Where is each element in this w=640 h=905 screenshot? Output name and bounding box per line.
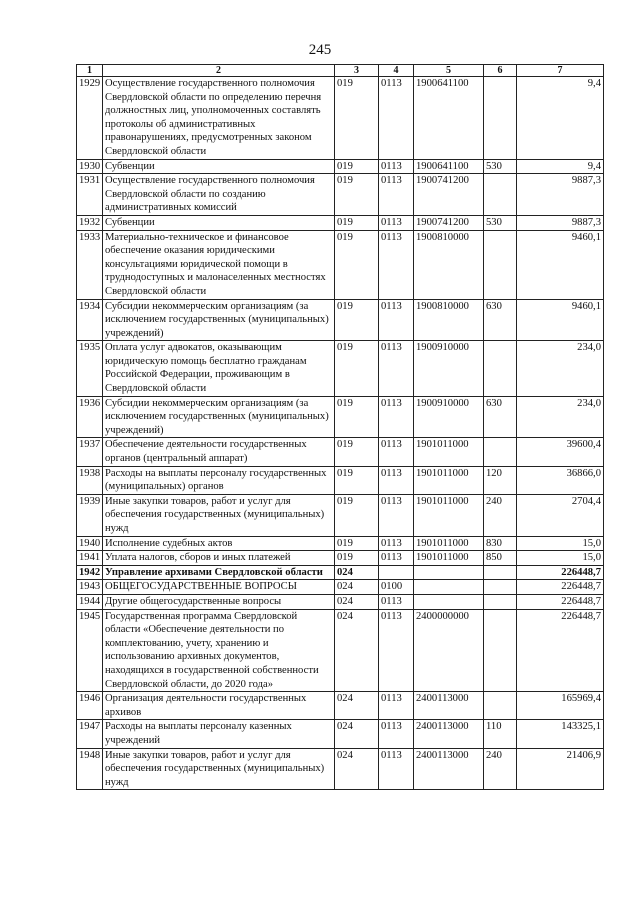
row-amount: 9887,3 (517, 174, 604, 216)
row-section-code: 0113 (379, 174, 414, 216)
row-ministry-code: 019 (335, 494, 379, 536)
row-number: 1940 (77, 536, 103, 551)
row-ministry-code: 024 (335, 594, 379, 609)
row-amount: 39600,4 (517, 438, 604, 466)
row-name: Субвенции (103, 215, 335, 230)
row-number: 1945 (77, 609, 103, 692)
row-section-code: 0113 (379, 692, 414, 720)
row-ministry-code: 019 (335, 396, 379, 438)
row-target-code: 1900810000 (414, 299, 484, 341)
row-section-code: 0113 (379, 594, 414, 609)
row-ministry-code: 019 (335, 536, 379, 551)
row-number: 1930 (77, 159, 103, 174)
row-amount: 143325,1 (517, 720, 604, 748)
row-target-code: 2400113000 (414, 692, 484, 720)
row-ministry-code: 024 (335, 580, 379, 595)
row-section-code (379, 565, 414, 580)
row-name: Обеспечение деятельности государственных органов (центральный аппарат) (103, 438, 335, 466)
row-number: 1941 (77, 551, 103, 566)
table-row (77, 230, 604, 299)
row-amount: 9887,3 (517, 215, 604, 230)
row-target-code: 1900910000 (414, 341, 484, 396)
header-col-6: 6 (484, 65, 517, 77)
table-row (77, 77, 604, 160)
row-expense-type (484, 77, 517, 160)
budget-table (76, 64, 604, 790)
row-amount: 165969,4 (517, 692, 604, 720)
header-col-5: 5 (414, 65, 484, 77)
row-amount: 9460,1 (517, 299, 604, 341)
row-expense-type: 630 (484, 396, 517, 438)
row-section-code: 0113 (379, 77, 414, 160)
table-row (77, 466, 604, 494)
row-ministry-code: 019 (335, 174, 379, 216)
row-ministry-code: 019 (335, 299, 379, 341)
row-ministry-code: 024 (335, 565, 379, 580)
row-target-code (414, 565, 484, 580)
row-target-code: 1901011000 (414, 466, 484, 494)
row-name: Расходы на выплаты персоналу государственных (муниципальных) органов (103, 466, 335, 494)
row-number: 1929 (77, 77, 103, 160)
row-name: Иные закупки товаров, работ и услуг для обеспечения государственных (муниципальных) нужд (103, 748, 335, 790)
row-ministry-code: 019 (335, 230, 379, 299)
header-col-3: 3 (335, 65, 379, 77)
row-ministry-code: 024 (335, 609, 379, 692)
table-row (77, 159, 604, 174)
row-ministry-code: 019 (335, 438, 379, 466)
row-amount: 15,0 (517, 551, 604, 566)
table-row (77, 720, 604, 748)
header-col-7: 7 (517, 65, 604, 77)
row-expense-type (484, 594, 517, 609)
row-name: Расходы на выплаты персоналу казенных учреждений (103, 720, 335, 748)
row-section-code: 0113 (379, 396, 414, 438)
row-amount: 9460,1 (517, 230, 604, 299)
row-number: 1943 (77, 580, 103, 595)
row-name: Оплата услуг адвокатов, оказывающим юридическую помощь бесплатно гражданам Российской Федерации, проживающим в Свердловской области (103, 341, 335, 396)
row-amount: 234,0 (517, 396, 604, 438)
row-target-code: 1901011000 (414, 494, 484, 536)
row-target-code: 1901011000 (414, 551, 484, 566)
row-number: 1936 (77, 396, 103, 438)
row-expense-type (484, 609, 517, 692)
row-name: Осуществление государственного полномочия Свердловской области по определению перечня должностных лиц, уполномоченных составлять протоколы об административных правонарушениях, предусмотренных законом Свердловской области (103, 77, 335, 160)
row-target-code: 2400113000 (414, 748, 484, 790)
row-expense-type: 110 (484, 720, 517, 748)
table-body (77, 77, 604, 790)
row-number: 1935 (77, 341, 103, 396)
row-target-code: 2400000000 (414, 609, 484, 692)
table-row (77, 341, 604, 396)
row-number: 1939 (77, 494, 103, 536)
row-number: 1938 (77, 466, 103, 494)
row-section-code: 0113 (379, 609, 414, 692)
row-section-code: 0100 (379, 580, 414, 595)
row-name: Государственная программа Свердловской области «Обеспечение деятельности по комплектованию, учету, хранению и использованию архивных документов, находящихся в государственной собственности Свердловской области, до 2020 года» (103, 609, 335, 692)
row-amount: 9,4 (517, 159, 604, 174)
row-target-code: 1900741200 (414, 215, 484, 230)
row-name: Управление архивами Свердловской области (103, 565, 335, 580)
row-amount: 226448,7 (517, 609, 604, 692)
row-target-code: 1900741200 (414, 174, 484, 216)
row-name: Субсидии некоммерческим организациям (за исключением государственных (муниципальных) учреждений) (103, 299, 335, 341)
row-amount: 15,0 (517, 536, 604, 551)
row-section-code: 0113 (379, 341, 414, 396)
row-expense-type (484, 174, 517, 216)
row-amount: 2704,4 (517, 494, 604, 536)
table-row (77, 536, 604, 551)
row-section-code: 0113 (379, 466, 414, 494)
row-name: Осуществление государственного полномочия Свердловской области по созданию административных комиссий (103, 174, 335, 216)
page-number: 245 (308, 42, 332, 58)
row-target-code: 1900641100 (414, 159, 484, 174)
row-name: ОБЩЕГОСУДАРСТВЕННЫЕ ВОПРОСЫ (103, 580, 335, 595)
row-amount: 226448,7 (517, 565, 604, 580)
row-section-code: 0113 (379, 494, 414, 536)
row-expense-type: 240 (484, 494, 517, 536)
row-ministry-code: 019 (335, 341, 379, 396)
row-ministry-code: 019 (335, 551, 379, 566)
row-target-code: 1900641100 (414, 77, 484, 160)
row-number: 1932 (77, 215, 103, 230)
row-amount: 9,4 (517, 77, 604, 160)
row-expense-type: 630 (484, 299, 517, 341)
table-row (77, 609, 604, 692)
row-section-code: 0113 (379, 215, 414, 230)
row-name: Иные закупки товаров, работ и услуг для обеспечения государственных (муниципальных) нужд (103, 494, 335, 536)
row-number: 1947 (77, 720, 103, 748)
table-row (77, 551, 604, 566)
row-number: 1946 (77, 692, 103, 720)
row-section-code: 0113 (379, 159, 414, 174)
header-col-4: 4 (379, 65, 414, 77)
header-col-1: 1 (77, 65, 103, 77)
row-target-code: 1901011000 (414, 438, 484, 466)
table-row (77, 215, 604, 230)
row-name: Субсидии некоммерческим организациям (за исключением государственных (муниципальных) учреждений) (103, 396, 335, 438)
row-expense-type (484, 438, 517, 466)
table-header-row (77, 65, 604, 77)
row-target-code (414, 580, 484, 595)
row-target-code: 2400113000 (414, 720, 484, 748)
row-expense-type (484, 692, 517, 720)
row-section-code: 0113 (379, 230, 414, 299)
row-number: 1948 (77, 748, 103, 790)
table-row (77, 174, 604, 216)
table-row (77, 396, 604, 438)
row-expense-type (484, 230, 517, 299)
row-number: 1933 (77, 230, 103, 299)
row-ministry-code: 024 (335, 692, 379, 720)
row-expense-type: 830 (484, 536, 517, 551)
table-row (77, 580, 604, 595)
row-name: Материально-техническое и финансовое обеспечение оказания юридическими консультациями юридической помощи в труднодоступных и малонаселенных местностях Свердловской области (103, 230, 335, 299)
row-expense-type: 530 (484, 159, 517, 174)
table-row (77, 438, 604, 466)
row-expense-type: 530 (484, 215, 517, 230)
row-section-code: 0113 (379, 720, 414, 748)
row-ministry-code: 024 (335, 720, 379, 748)
row-expense-type: 120 (484, 466, 517, 494)
table-row (77, 494, 604, 536)
row-name: Исполнение судебных актов (103, 536, 335, 551)
row-number: 1937 (77, 438, 103, 466)
row-ministry-code: 019 (335, 466, 379, 494)
row-target-code: 1900910000 (414, 396, 484, 438)
row-name: Организация деятельности государственных архивов (103, 692, 335, 720)
row-ministry-code: 024 (335, 748, 379, 790)
row-expense-type: 850 (484, 551, 517, 566)
row-expense-type (484, 565, 517, 580)
header-col-2: 2 (103, 65, 335, 77)
row-expense-type: 240 (484, 748, 517, 790)
row-amount: 226448,7 (517, 594, 604, 609)
row-section-code: 0113 (379, 748, 414, 790)
row-number: 1944 (77, 594, 103, 609)
row-amount: 226448,7 (517, 580, 604, 595)
table-row (77, 748, 604, 790)
row-number: 1931 (77, 174, 103, 216)
row-amount: 36866,0 (517, 466, 604, 494)
row-section-code: 0113 (379, 438, 414, 466)
row-target-code (414, 594, 484, 609)
row-name: Другие общегосударственные вопросы (103, 594, 335, 609)
row-expense-type (484, 341, 517, 396)
row-name: Уплата налогов, сборов и иных платежей (103, 551, 335, 566)
table-row (77, 594, 604, 609)
table-row (77, 565, 604, 580)
row-section-code: 0113 (379, 551, 414, 566)
row-target-code: 1901011000 (414, 536, 484, 551)
row-number: 1942 (77, 565, 103, 580)
row-ministry-code: 019 (335, 159, 379, 174)
row-target-code: 1900810000 (414, 230, 484, 299)
row-amount: 21406,9 (517, 748, 604, 790)
row-ministry-code: 019 (335, 77, 379, 160)
row-number: 1934 (77, 299, 103, 341)
row-section-code: 0113 (379, 299, 414, 341)
row-expense-type (484, 580, 517, 595)
row-section-code: 0113 (379, 536, 414, 551)
row-ministry-code: 019 (335, 215, 379, 230)
table-row (77, 692, 604, 720)
table-row (77, 299, 604, 341)
row-amount: 234,0 (517, 341, 604, 396)
row-name: Субвенции (103, 159, 335, 174)
